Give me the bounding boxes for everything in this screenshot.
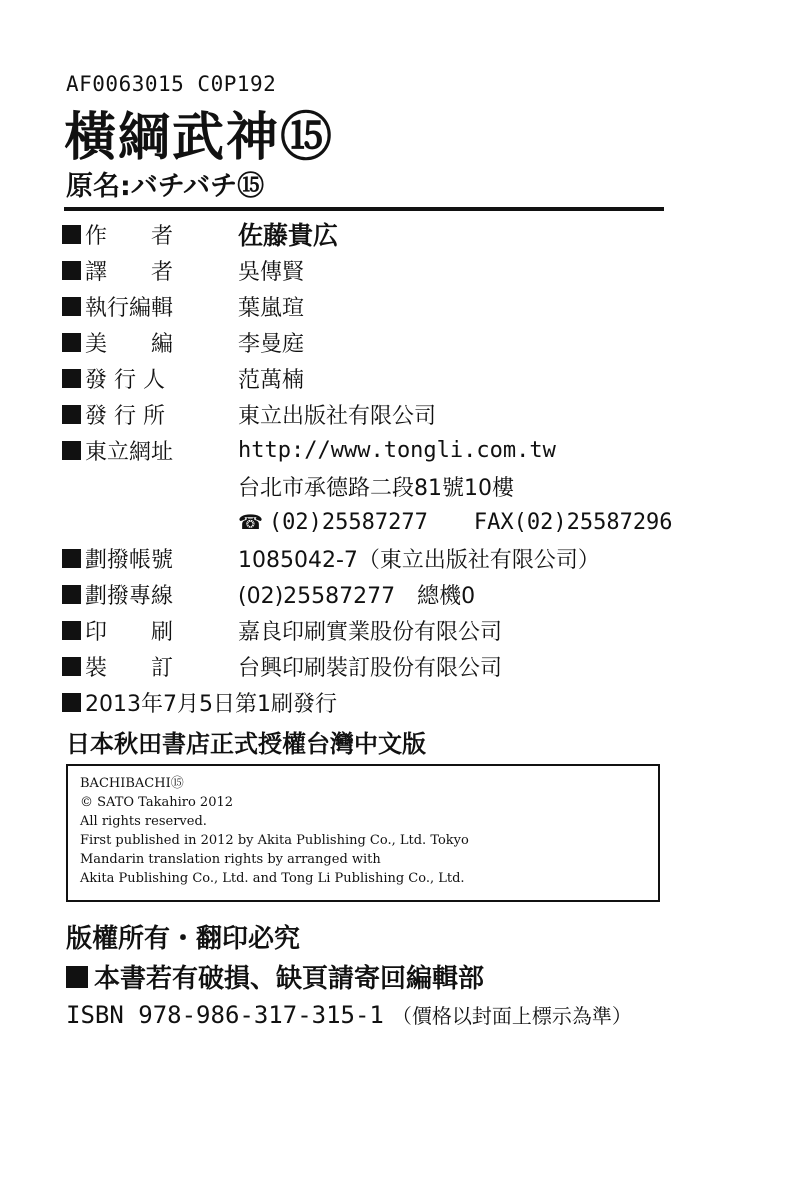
copyright-line: First published in 2012 by Akita Publishing Co., Ltd. Tokyo	[80, 833, 469, 848]
black-square-icon	[66, 966, 88, 988]
credit-row-printing	[62, 612, 682, 648]
credit-value: 1085042-7（東立出版社有限公司）	[238, 547, 600, 573]
credit-label: 美 編	[85, 331, 174, 357]
copyright-line: BACHIBACHI⑮	[80, 776, 184, 791]
black-square-icon	[62, 369, 81, 388]
credit-row-binding	[62, 648, 682, 684]
credit-label: 作 者	[85, 223, 174, 249]
credit-row-translator	[62, 252, 682, 288]
isbn-line	[66, 1000, 632, 1029]
telephone-icon: ☎	[238, 510, 263, 534]
price-note: （價格以封面上標示為準）	[391, 1004, 632, 1028]
contact-row	[62, 504, 682, 540]
black-square-icon	[62, 693, 81, 712]
black-square-icon	[62, 261, 81, 280]
book-title: 橫綱武神⑮	[64, 107, 335, 168]
black-square-icon	[62, 333, 81, 352]
black-square-icon	[62, 621, 81, 640]
credit-value: 范萬楠	[238, 367, 305, 393]
black-square-icon	[62, 225, 81, 244]
credit-row-postal-line	[62, 576, 682, 612]
credit-label: 裝 訂	[85, 655, 174, 681]
black-square-icon	[62, 549, 81, 568]
isbn-number: ISBN 978-986-317-315-1	[66, 1001, 384, 1029]
black-square-icon	[62, 441, 81, 460]
damage-notice-text: 本書若有破損、缺頁請寄回編輯部	[94, 964, 485, 994]
copyright-line: All rights reserved.	[80, 814, 207, 829]
copyright-line: Mandarin translation rights by arranged with	[80, 852, 381, 867]
credit-label: 東立網址	[85, 439, 174, 465]
credits-list	[62, 216, 682, 720]
credit-value: (02)25587277 總機0	[238, 583, 476, 609]
address-row	[62, 468, 682, 504]
copyright-box	[66, 764, 660, 902]
credit-row-author	[62, 216, 682, 252]
credit-row-art-editor	[62, 324, 682, 360]
rights-notice: 版權所有・翻印必究	[66, 924, 301, 954]
credit-value: 佐藤貴広	[238, 221, 339, 250]
black-square-icon	[62, 657, 81, 676]
publish-date: 2013年7月5日第1刷發行	[85, 691, 337, 717]
damage-notice	[66, 958, 484, 995]
credit-row-editor	[62, 288, 682, 324]
authorization-notice: 日本秋田書店正式授權台灣中文版	[66, 730, 426, 758]
credit-label: 執行編輯	[85, 295, 174, 321]
website-url: http://www.tongli.com.tw	[238, 437, 556, 463]
black-square-icon	[62, 405, 81, 424]
credit-row-website	[62, 432, 682, 468]
copyright-line: © SATO Takahiro 2012	[80, 795, 234, 810]
fax-number: FAX(02)25587296	[473, 509, 673, 535]
credit-value: 李曼庭	[238, 331, 305, 357]
credit-label: 發 行 所	[85, 403, 165, 429]
credit-value: 吳傳賢	[238, 259, 305, 285]
credit-row-publisher-person	[62, 360, 682, 396]
credit-label: 劃撥專線	[85, 583, 174, 609]
phone-number: (02)25587277	[268, 509, 428, 535]
divider	[64, 207, 664, 211]
credit-row-publisher	[62, 396, 682, 432]
credit-label: 印 刷	[85, 619, 174, 645]
credit-row-postal-account	[62, 540, 682, 576]
black-square-icon	[62, 585, 81, 604]
credit-label: 劃撥帳號	[85, 547, 174, 573]
publish-date-row	[62, 684, 682, 720]
credit-value: 嘉良印刷實業股份有限公司	[238, 619, 503, 645]
black-square-icon	[62, 297, 81, 316]
address: 台北市承德路二段81號10樓	[238, 475, 514, 501]
original-title: 原名:バチバチ⑮	[66, 171, 265, 202]
credit-value: 東立出版社有限公司	[238, 403, 437, 429]
credit-label: 發 行 人	[85, 367, 165, 393]
product-code: AF0063015 C0P192	[66, 72, 277, 96]
copyright-line: Akita Publishing Co., Ltd. and Tong Li Publishing Co., Ltd.	[80, 871, 465, 886]
credit-label: 譯 者	[85, 259, 174, 285]
credit-value: 台興印刷裝訂股份有限公司	[238, 655, 503, 681]
credit-value: 葉嵐瑄	[238, 295, 305, 321]
